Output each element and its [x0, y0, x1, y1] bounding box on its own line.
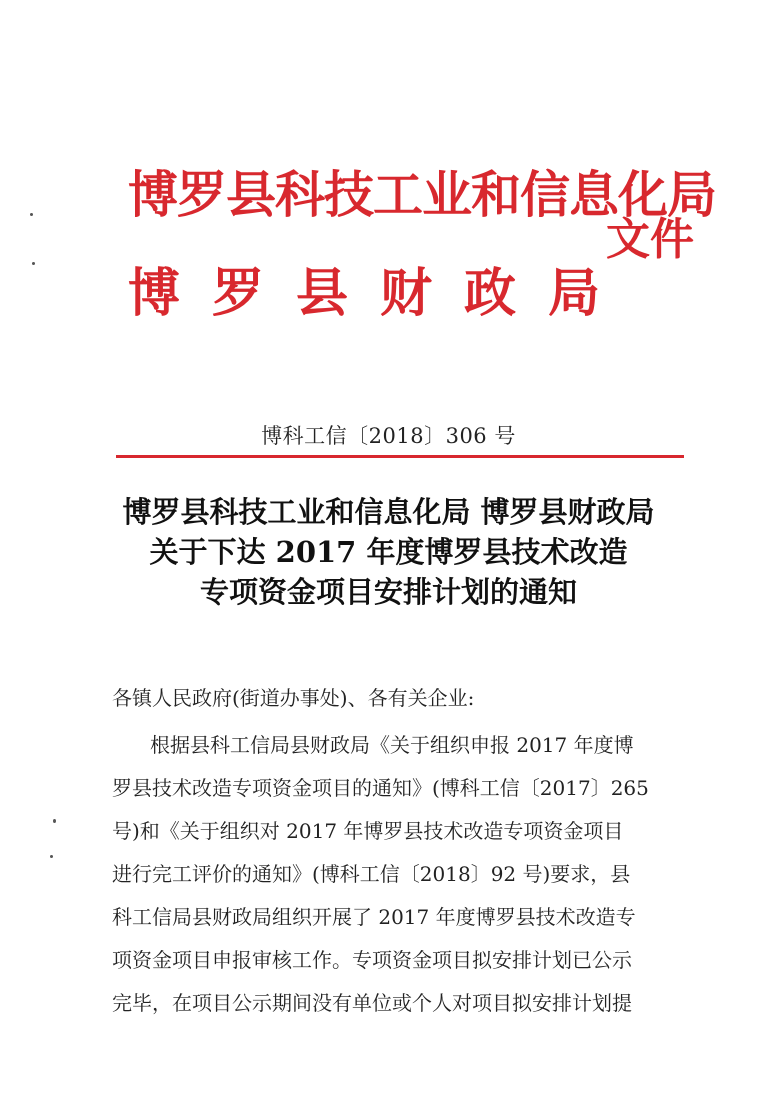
body-paragraph — [112, 724, 668, 1025]
issuer-name-1: 博罗县科技工业和信息化局 — [128, 165, 716, 224]
body-line: 项资金项目申报审核工作。专项资金项目拟安排计划已公示 — [112, 948, 632, 972]
title-line: 专项资金项目安排计划的通知 — [199, 575, 577, 609]
body-line: 完毕，在项目公示期间没有单位或个人对项目拟安排计划提 — [112, 991, 632, 1015]
issuer-2-char: 博 — [128, 263, 181, 324]
scan-speck — [53, 819, 56, 823]
document-type-label: 文件 — [606, 214, 694, 265]
scan-speck — [50, 855, 53, 858]
document-title — [0, 492, 777, 612]
red-divider-line — [116, 455, 684, 458]
title-line: 关于下达 2017 年度博罗县技术改造 — [149, 535, 628, 569]
scan-speck — [30, 213, 33, 216]
body-line: 科工信局县财政局组织开展了 2017 年度博罗县技术改造专 — [112, 905, 636, 929]
body-line: 号)和《关于组织对 2017 年博罗县技术改造专项资金项目 — [112, 819, 624, 843]
issuer-2-char: 局 — [548, 263, 601, 324]
salutation: 各镇人民政府(街道办事处)、各有关企业: — [112, 686, 475, 710]
scan-speck — [32, 262, 35, 265]
title-line: 博罗县科技工业和信息化局 博罗县财政局 — [122, 495, 655, 529]
body-line: 根据县科工信局县财政局《关于组织申报 2017 年度博 — [150, 733, 634, 757]
issuer-2-char: 政 — [464, 263, 517, 324]
issuer-2-char: 财 — [380, 263, 433, 324]
body-line: 进行完工评价的通知》(博科工信〔2018〕92 号)要求，县 — [112, 862, 631, 886]
body-line: 罗县技术改造专项资金项目的通知》(博科工信〔2017〕265 — [112, 776, 649, 800]
issuer-2-char: 县 — [296, 263, 349, 324]
issuer-name-2 — [128, 263, 632, 324]
issuer-2-char: 罗 — [212, 263, 265, 324]
document-number: 博科工信〔2018〕306 号 — [261, 424, 516, 448]
